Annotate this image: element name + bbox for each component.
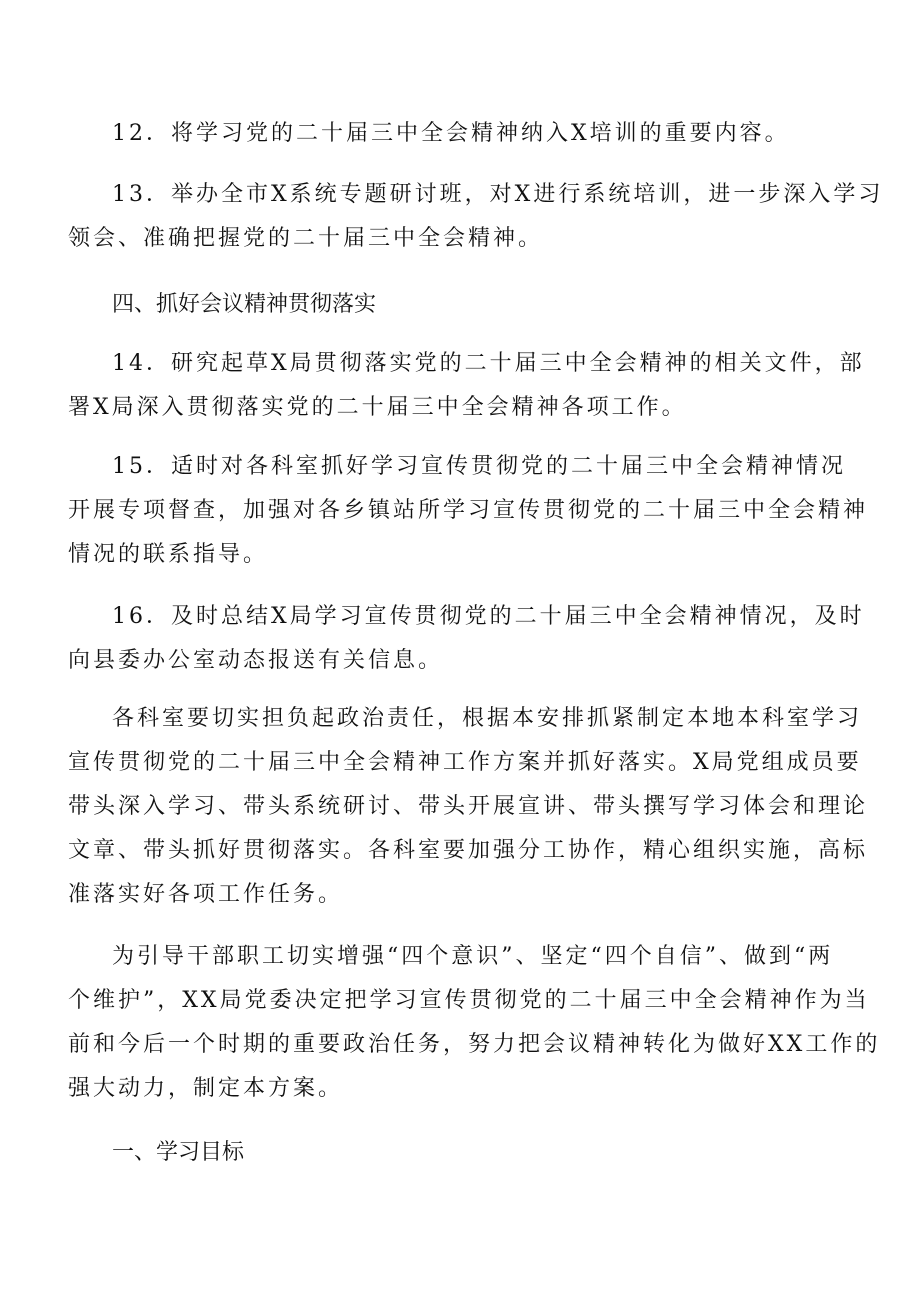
text-line: 情况的联系指导。 xyxy=(68,542,269,567)
paragraph-14 xyxy=(0,342,920,430)
text-line: 16．及时总结X局学习宣传贯彻党的二十届三中全会精神情况，及时 xyxy=(112,604,865,629)
text-line: 13．举办全市X系统专题研讨班，对X进行系统培训，进一步深入学习 xyxy=(112,182,884,207)
paragraph-13 xyxy=(0,173,920,261)
text-line: 14．研究起草X局贯彻落实党的二十届三中全会精神的相关文件，部 xyxy=(112,351,865,376)
text-line: 强大动力，制定本方案。 xyxy=(68,1076,344,1101)
section-heading-4: 四、抓好会议精神贯彻落实 xyxy=(112,292,377,317)
text-line: 为引导干部职工切实增强“四个意识”、坚定“四个自信”、做到“两 xyxy=(112,944,834,969)
paragraph-introduction xyxy=(0,935,920,1111)
text-line: 带头深入学习、带头系统研讨、带头开展宣讲、带头撰写学习体会和理论 xyxy=(68,794,869,819)
paragraph-16 xyxy=(0,595,920,683)
text-line: 15．适时对各科室抓好学习宣传贯彻党的二十届三中全会精神情况 xyxy=(112,454,846,479)
text-line: 各科室要切实担负起政治责任，根据本安排抓紧制定本地本科室学习 xyxy=(112,706,863,731)
text-line: 个维护”，XX局党委决定把学习宣传贯彻党的二十届三中全会精神作为当 xyxy=(68,988,870,1013)
text-line: 开展专项督查，加强对各乡镇站所学习宣传贯彻党的二十届三中全会精神 xyxy=(68,498,869,523)
text-line: 向县委办公室动态报送有关信息。 xyxy=(68,648,444,673)
paragraph-12 xyxy=(0,112,920,156)
text-line: 宣传贯彻党的二十届三中全会精神工作方案并抓好落实。X局党组成员要 xyxy=(68,750,862,775)
paragraph-responsibility xyxy=(0,697,920,917)
text-line: 前和今后一个时期的重要政治任务，努力把会议精神转化为做好XX工作的 xyxy=(68,1032,881,1057)
paragraph-15 xyxy=(0,445,920,577)
text-line: 文章、带头抓好贯彻落实。各科室要加强分工协作，精心组织实施，高标 xyxy=(68,838,869,863)
text-line: 准落实好各项工作任务。 xyxy=(68,882,344,907)
text-line: 12．将学习党的二十届三中全会精神纳入X培训的重要内容。 xyxy=(112,121,790,146)
text-line: 署X局深入贯彻落实党的二十届三中全会精神各项工作。 xyxy=(68,395,687,420)
text-line: 领会、准确把握党的二十届三中全会精神。 xyxy=(68,226,544,251)
section-heading-1: 一、学习目标 xyxy=(112,1140,245,1165)
